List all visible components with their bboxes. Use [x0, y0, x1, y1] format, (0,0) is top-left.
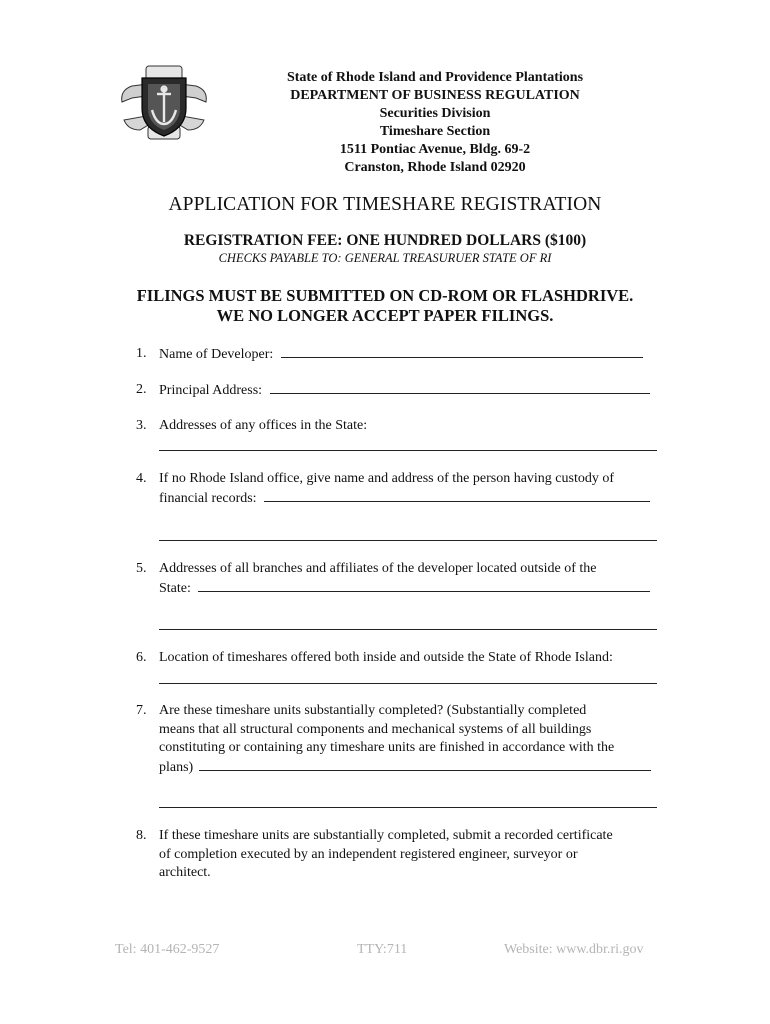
checks-payable-note: CHECKS PAYABLE TO: GENERAL TREASURUER STATE OF RI [218, 251, 552, 265]
question-number: 6. [136, 650, 147, 665]
question-number: 4. [136, 471, 147, 486]
filing-notice-line1: FILINGS MUST BE SUBMITTED ON CD-ROM OR FLASHDRIVE. [136, 286, 634, 305]
principal-address-field[interactable] [270, 381, 650, 394]
question-number: 5. [136, 561, 147, 576]
header-division: Securities Division [379, 106, 491, 121]
footer-website[interactable]: Website: www.dbr.ri.gov [504, 942, 644, 957]
financial-records-field[interactable] [264, 489, 650, 502]
question-number: 3. [136, 418, 147, 433]
filing-notice [0, 286, 770, 326]
question-number: 7. [136, 703, 147, 718]
question-5-line1: Addresses of all branches and affiliates of the developer located outside of the [159, 561, 597, 576]
completion-status-field[interactable] [199, 758, 651, 771]
question-8-line1: If these timeshare units are substantially completed, submit a recorded certificate [159, 828, 613, 843]
question-8-line3: architect. [159, 865, 211, 880]
question-number: 2. [136, 382, 147, 397]
question-text-wrap [159, 381, 659, 401]
question-text-wrap [159, 345, 659, 365]
agency-header [180, 69, 690, 177]
question-3-label: Addresses of any offices in the State: [159, 418, 368, 433]
question-text-wrap [159, 702, 659, 777]
footer-phone: Tel: 401-462-9527 [115, 942, 220, 957]
question-7-line2: means that all structural components and mechanical systems of all buildings [159, 721, 592, 737]
question-text-wrap [159, 560, 659, 598]
question-2-label: Principal Address: [159, 383, 263, 398]
header-section: Timeshare Section [379, 124, 491, 139]
branches-field-2[interactable] [159, 629, 657, 630]
document-title: APPLICATION FOR TIMESHARE REGISTRATION [168, 194, 602, 215]
timeshare-location-field[interactable] [159, 683, 657, 684]
header-department: DEPARTMENT OF BUSINESS REGULATION [290, 88, 580, 103]
question-7-line4: plans) [159, 759, 194, 775]
completion-status-field-2[interactable] [159, 807, 657, 808]
question-4-line1: If no Rhode Island office, give name and address of the person having custody of [159, 471, 615, 486]
header-city: Cranston, Rhode Island 02920 [344, 160, 526, 175]
branches-field[interactable] [198, 579, 650, 592]
question-6-label: Location of timeshares offered both inside and outside the State of Rhode Island: [159, 650, 613, 665]
question-text-wrap [159, 827, 659, 883]
header-state: State of Rhode Island and Providence Plantations [286, 70, 584, 85]
developer-name-field[interactable] [281, 345, 643, 358]
question-7-line3: constituting or containing any timeshare units are finished in accordance with the [159, 740, 615, 755]
question-7-line1: Are these timeshare units substantially completed? (Substantially completed [159, 703, 587, 718]
question-5-line2: State: [159, 580, 191, 596]
footer-tty: TTY:711 [357, 942, 408, 957]
header-street: 1511 Pontiac Avenue, Bldg. 69-2 [339, 142, 531, 157]
question-text-wrap [159, 470, 659, 508]
question-number: 8. [136, 828, 147, 843]
registration-fee: REGISTRATION FEE: ONE HUNDRED DOLLARS ($100) [183, 232, 587, 249]
financial-records-field-2[interactable] [159, 540, 657, 541]
question-8-line2: of completion executed by an independent registered engineer, surveyor or [159, 846, 578, 862]
question-4-line2: financial records: [159, 490, 257, 506]
question-1-label: Name of Developer: [159, 347, 274, 362]
filing-notice-line2: WE NO LONGER ACCEPT PAPER FILINGS. [216, 306, 554, 325]
state-offices-field[interactable] [159, 450, 657, 451]
question-number: 1. [136, 346, 147, 361]
